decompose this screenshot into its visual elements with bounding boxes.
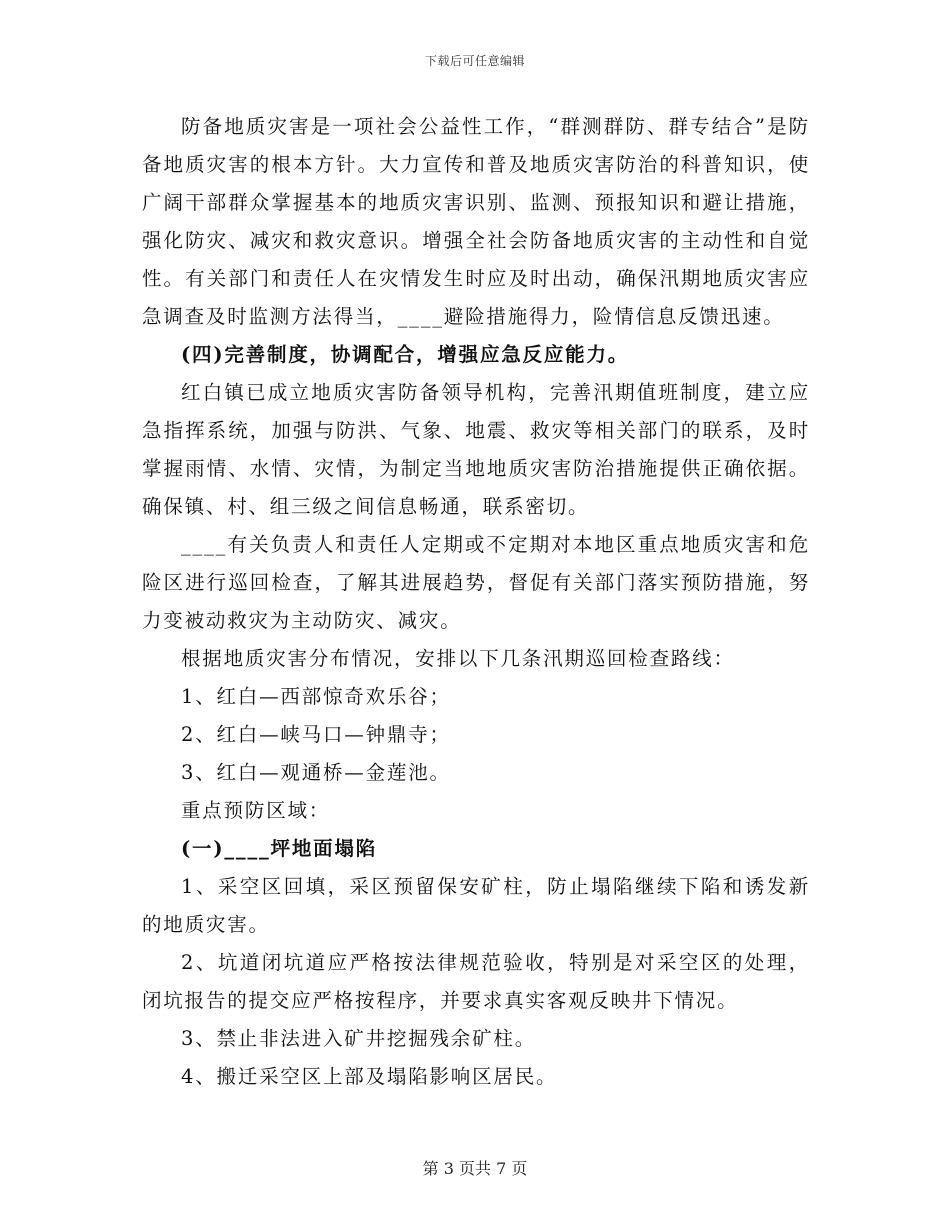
page-number: 第 3 页共 7 页 [422,1159,528,1178]
route-item-2: 2、红白—峡马口—钟鼎寺； [181,723,451,746]
measure-item-3: 3、禁止非法进入矿井挖掘残余矿柱。 [181,1027,537,1050]
paragraph-leadership: 红白镇已成立地质灾害防备领导机构，完善汛期值班制度，建立应急指挥系统，加强与防洪、气象、地震、救灾等相关部门的联系，及时掌握雨情、水情、灾情，为制定当地地质灾害防治措施提供正确依据。确保镇、村、组三级之间信息畅通，联系密切。 [142,381,810,518]
measure-item-1: 1、采空区回填，采区预留保安矿柱，防止塌陷继续下陷和诱发新的地质灾害。 [142,875,810,936]
paragraph-routes-intro: 根据地质灾害分布情况，安排以下几条汛期巡回检查路线： [181,647,735,670]
measure-item-2: 2、坑道闭坑道应严格按法律规范验收，特别是对采空区的处理，闭坑报告的提交应严格按程序，并要求真实客观反映井下情况。 [142,951,810,1012]
subsection-heading-1: (一)____坪地面塌陷 [181,837,378,860]
document-body [142,108,810,1096]
paragraph-prevention-policy: 防备地质灾害是一项社会公益性工作，“群测群防、群专结合”是防备地质灾害的根本方针。大力宣传和普及地质灾害防治的科普知识，使广阔干部群众掌握基本的地质灾害识别、监测、预报知识和避让措施，强化防灾、减灾和救灾意识。增强全社会防备地质灾害的主动性和自觉性。有关部门和责任人在灾情发生时应及时出动，确保汛期地质灾害应急调查及时监测方法得当，____避险措施得力，险情信息反馈迅速。 [142,115,810,328]
section-heading-4: (四)完善制度，协调配合，增强应急反应能力。 [181,343,630,366]
page-header-note: 下载后可任意编辑 [424,54,525,68]
paragraph-key-areas: 重点预防区域： [181,799,331,822]
route-item-3: 3、红白—观通桥—金莲池。 [181,761,451,784]
measure-item-4: 4、搬迁采空区上部及塌陷影响区居民。 [181,1065,558,1088]
route-item-1: 1、红白—西部惊奇欢乐谷； [181,685,451,708]
paragraph-inspection: ____有关负责人和责任人定期或不定期对本地区重点地质灾害和危险区进行巡回检查，了解其进展趋势，督促有关部门落实预防措施，努力变被动救灾为主动防灾、减灾。 [142,533,810,632]
